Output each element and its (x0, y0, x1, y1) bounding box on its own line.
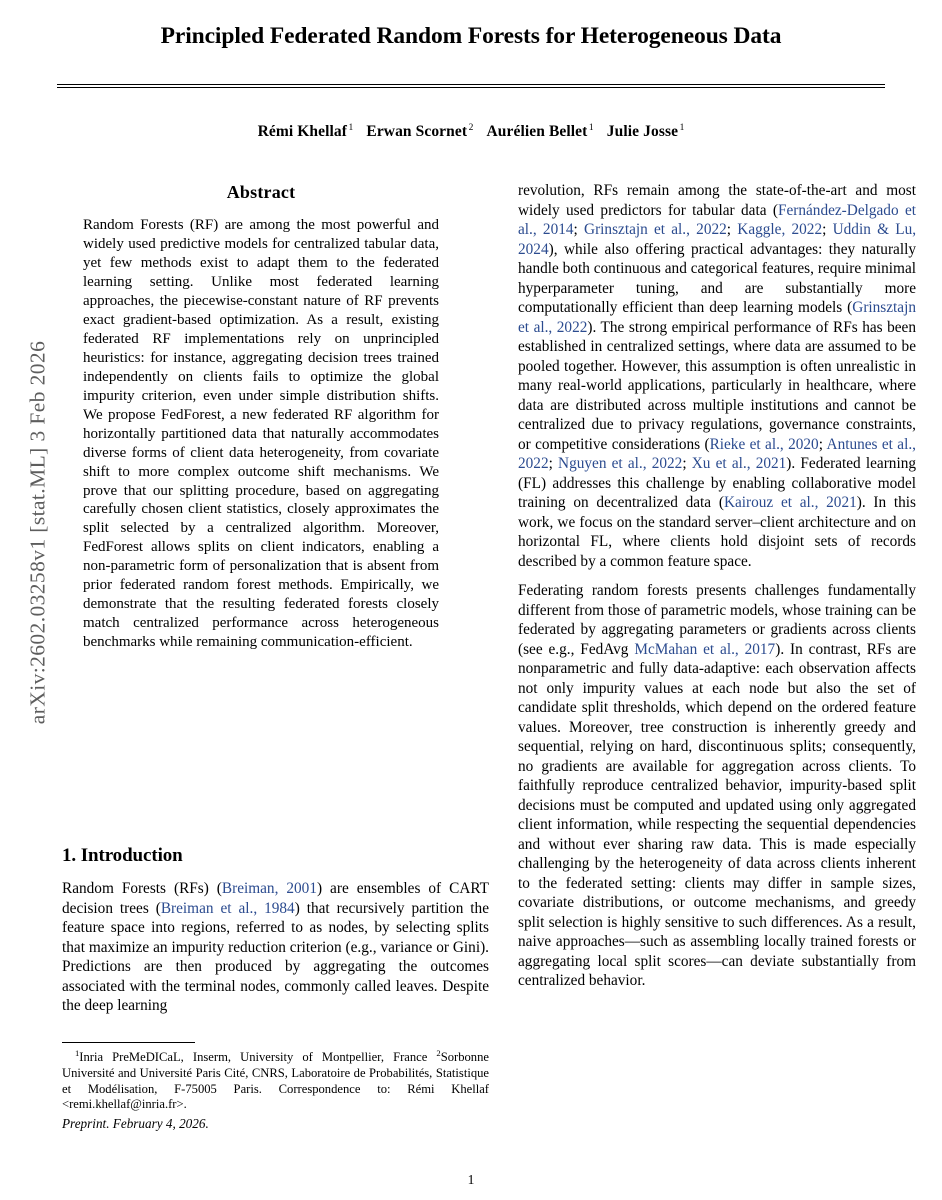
section-heading-introduction: 1. Introduction (62, 845, 183, 866)
author-name: Aurélien Bellet (486, 123, 588, 141)
text-run: revolution, RFs remain among the state-of-the-art and most widely used predictors for tabular data ( (518, 182, 916, 219)
text-run: ), while also offering practical advantages: they naturally handle both continuous and categorical features, require minimal hyperparameter tuning, and are substantially more computationally efficient than deep learning models ( (518, 240, 916, 316)
author-name: Erwan Scornet (366, 123, 468, 141)
preprint-note: Preprint. February 4, 2026. (62, 1116, 209, 1131)
footnote-divider (62, 1042, 195, 1043)
text-run: Federating random forests presents challenges fundamentally different from those of parametric models, whose training can be federated by aggregating parameters or gradients across clients (see e.g., FedAvg (518, 582, 916, 658)
introduction-paragraph (62, 879, 489, 1016)
footnote-indent (62, 1050, 75, 1064)
citation-rieke-2020[interactable]: Rieke et al., 2020 (709, 435, 819, 453)
citation-separator: ; (726, 221, 738, 238)
citation-separator: ; (822, 221, 833, 238)
author-affiliation-marker: 1 (348, 123, 354, 133)
title-area (57, 22, 885, 51)
text-run: Random Forests (RFs) ( (62, 880, 222, 897)
title-divider (57, 84, 885, 88)
footnote-marker-2: 2 (436, 1048, 441, 1058)
footnote-correspondence: Correspondence to: Rémi Khellaf <remi.khellaf@inria.fr>. (62, 1081, 489, 1112)
arxiv-stamp: arXiv:2602.03258v1 [stat.ML] 3 Feb 2026 (25, 340, 50, 725)
citation-grinsztajn-2022-b[interactable]: Grinsztajn et al., 2022 (518, 299, 916, 336)
citation-separator: ; (548, 455, 559, 472)
citation-separator: ; (818, 435, 827, 453)
footnote-affiliation-2: Sorbonne Université and Université Paris Cité, CNRS, Laboratoire de Probabilités, Statistique et Modélisation, F-75005 Paris. (62, 1050, 489, 1096)
author-affiliation-marker: 1 (588, 123, 594, 133)
author-affiliation-marker: 1 (679, 123, 685, 133)
page-title: Principled Federated Random Forests for Heterogeneous Data (160, 23, 782, 49)
citation-mcmahan-2017[interactable]: McMahan et al., 2017 (634, 640, 776, 658)
citation-grinsztajn-2022[interactable]: Grinsztajn et al., 2022 (584, 221, 727, 238)
citation-antunes-2022[interactable]: Antunes et al., 2022 (518, 435, 916, 472)
right-column (518, 181, 916, 991)
author-name: Julie Josse (606, 123, 679, 141)
citation-separator: ; (573, 221, 585, 238)
author-list (57, 123, 885, 141)
citation-fernandez-delgado-2014[interactable]: Fernández-Delgado et al., 2014 (518, 201, 917, 238)
abstract-heading: Abstract (226, 182, 296, 202)
author-affiliation-marker: 2 (468, 123, 474, 133)
body-paragraph (518, 581, 916, 991)
footnote-marker-1: 1 (75, 1048, 80, 1058)
text-run: ). In contrast, RFs are nonparametric and fully data-adaptive: each observation affects not only impurity values at each node but also the set of candidate split thresholds, which depend on the ordered feature values. Moreover, tree construction is inherently greedy and sequential, relying on hard, discontinuous splits; consequently, no gradients are available for aggregation across clients. To faithfully reproduce centralized behavior, impurity-based split decisions must be computed and updated using only aggregated client information, while respecting the sequential dependencies and without ever sharing raw data. This is made especially challenging by the heterogeneity of data across clients inherent to the federated setting: clients may differ in sample sizes, covariate distributions, or outcome mechanisms, and greedy split selection is highly sensitive to such differences. As a result, naive approaches—such as assembling locally trained forests or aggregating local split scores—can deviate substantially from centralized behavior. (518, 640, 917, 989)
citation-kairouz-2021[interactable]: Kairouz et al., 2021 (723, 494, 857, 511)
text-run: ). In this work, we focus on the standard server–client architecture and on horizontal FL, where clients hold disjoint sets of records described by a common feature space. (518, 494, 916, 570)
author-entry (258, 123, 354, 140)
introduction-section (62, 845, 489, 1016)
body-paragraph (518, 181, 916, 571)
text-run: ) that recursively partition the feature space into regions, referred to as nodes, by selecting splits that maximize an impurity reduction criterion (e.g., variance or Gini). Predictions are then produced by aggregating the outcomes associated with the terminal nodes, commonly called leaves. Despite the deep learning (62, 899, 489, 1014)
citation-separator: ; (682, 455, 692, 472)
citation-uddin-lu-2024[interactable]: Uddin & Lu, 2024 (518, 221, 917, 258)
citation-breiman-2001[interactable]: Breiman, 2001 (221, 880, 317, 897)
citation-xu-2021[interactable]: Xu et al., 2021 (691, 455, 787, 472)
text-run: ). The strong empirical performance of RFs has been established in centralized settings, where data are assumed to be pooled together. However, this assumption is often unrealistic in many real-world applications, particularly in healthcare, where data are distributed across multiple institutions and cannot be centralized due to privacy regulations, governance constraints, or competitive considerations ( (518, 318, 916, 453)
author-entry (486, 123, 593, 140)
page-number: 1 (467, 1172, 475, 1187)
text-run: ) are ensembles of CART decision trees ( (62, 880, 489, 917)
citation-nguyen-2022[interactable]: Nguyen et al., 2022 (558, 455, 683, 472)
footnote-block (62, 1048, 489, 1113)
footnote-affiliation-1: Inria PreMeDICaL, Inserm, University of Montpellier, France (79, 1050, 428, 1065)
left-column (62, 181, 460, 652)
author-entry (607, 123, 685, 140)
citation-kaggle-2022[interactable]: Kaggle, 2022 (737, 221, 823, 238)
abstract-text: Random Forests (RF) are among the most powerful and widely used predictive models for centralized tabular data, yet few methods exist to adapt them to the federated learning setting. Unlike most federated learning approaches, the piecewise-constant nature of RF prevents exact gradient-based optimization. As a result, existing federated RF implementations rely on unprincipled heuristics: for instance, aggregating decision trees trained independently on clients fails to optimize the global impurity criterion, even under simple distribution shifts. We propose FedForest, a new federated RF algorithm for horizontally partitioned data that naturally accommodates diverse forms of client data heterogeneity, from covariate shift to more complex outcome shift mechanisms. We prove that our splitting procedure, based on aggregating carefully chosen client statistics, closely approximates the split selected by a centralized algorithm. Moreover, FedForest allows splits on client indicators, enabling a non-parametric form of personalization that is absent from prior federated random forest methods. Empirically, we demonstrate that the resulting federated forests closely match centralized performance across heterogeneous benchmarks while remaining communication-efficient. (83, 216, 439, 651)
text-run: ). Federated learning (FL) addresses this challenge by enabling collaborative model training on decentralized data ( (518, 455, 916, 511)
citation-breiman-et-al-1984[interactable]: Breiman et al., 1984 (160, 899, 295, 917)
author-name: Rémi Khellaf (257, 123, 348, 141)
author-entry (366, 123, 473, 140)
